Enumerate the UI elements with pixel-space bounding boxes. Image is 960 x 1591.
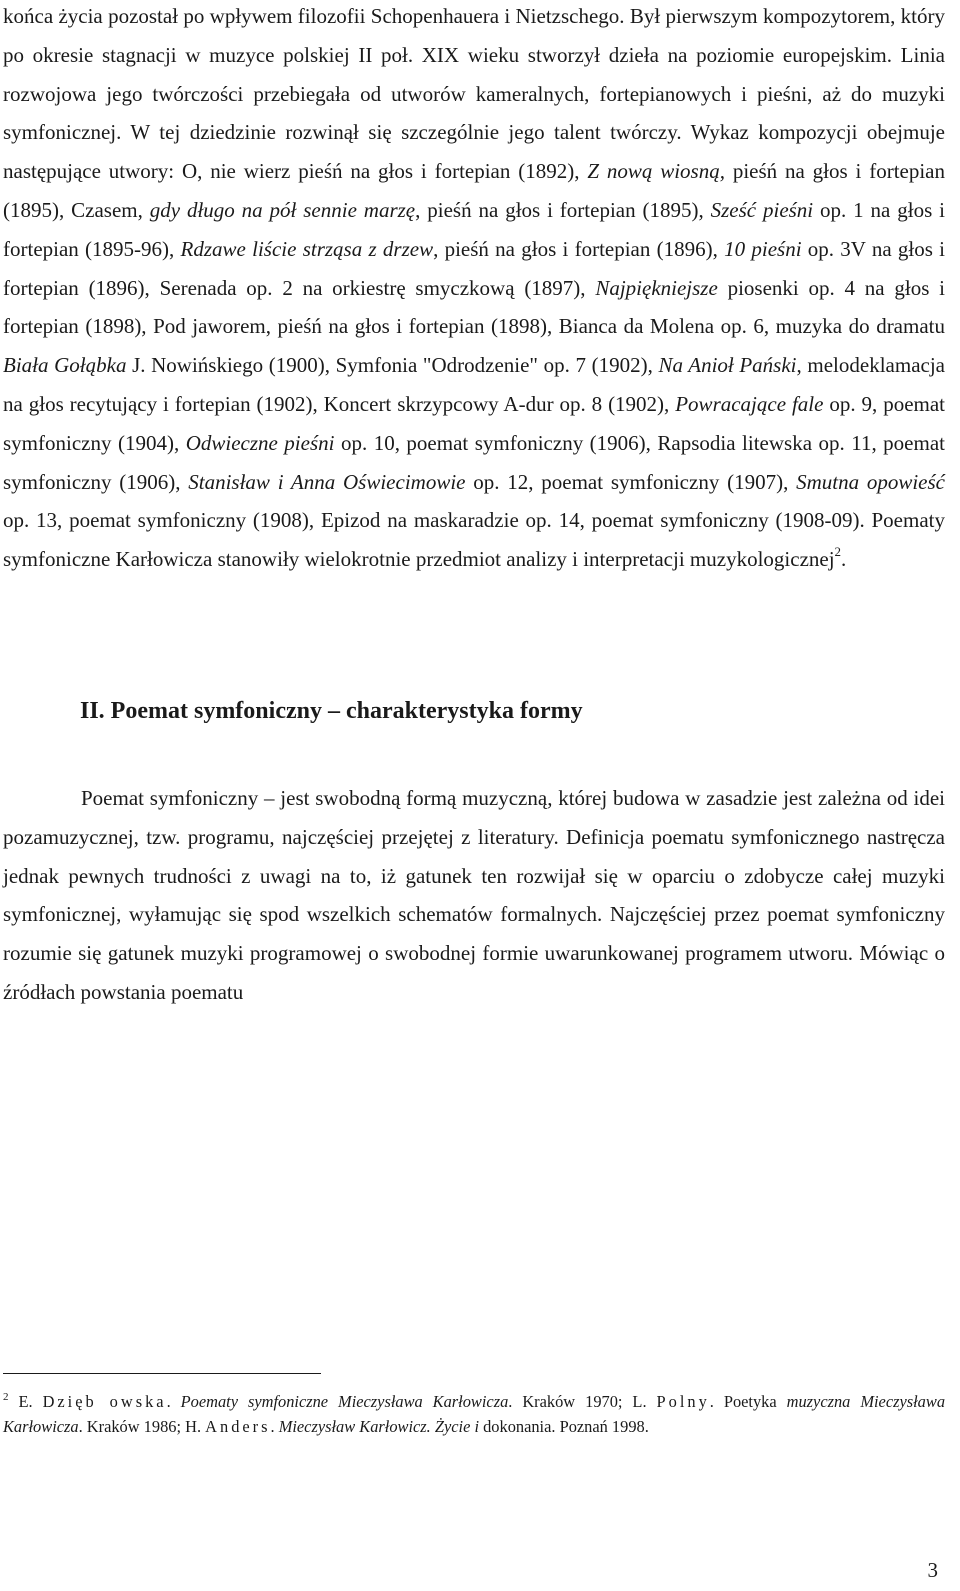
work-title: 10 pieśni <box>724 236 802 261</box>
text-run: pieśń na głos i fortepian (1895), Czasem, <box>3 159 946 222</box>
text-run: op. 10, poemat symfoniczny (1906), Rapsodia litewska op. 11, poemat symfoniczny (1906), <box>3 430 945 494</box>
work-title: Odwieczne pieśni <box>185 430 335 455</box>
work-title: Rdzawe liście strząsa z drzew <box>180 236 434 261</box>
text-run: , melodeklamacja na głos recytujący i fortepian (1902), Koncert skrzypcowy A-dur op. 8 (1902), <box>3 353 945 416</box>
footnote-text: . Kraków 1970; L. <box>508 1392 657 1411</box>
footnote-text: . Kraków 1986; H. <box>78 1417 206 1436</box>
text-run: op. 13, poemat symfoniczny (1908), Epizod na maskaradzie op. 14, poemat symfoniczny (1908-09). Poematy symfoniczne Karłowicza stanowiły wielokrotnie przedmiot analizy i interpretacji muzykologicznej <box>3 508 945 572</box>
book-title: muzyczna Mieczysława Karłowicza <box>3 1392 946 1436</box>
work-title: Najpiękniejsze <box>595 275 718 300</box>
book-title: Poematy symfoniczne Mieczysława Karłowicza <box>180 1392 509 1411</box>
work-title: Sześć pieśni <box>710 197 814 222</box>
section-heading: II. Poemat symfoniczny – charakterystyka formy <box>80 698 583 724</box>
body-paragraph-1 <box>3 0 945 579</box>
author-name: Dzięb owska <box>42 1392 167 1411</box>
text-run: końca życia pozostał po wpływem filozofii Schopenhauera i Nietzschego. Był pierwszym kompozytorem, który po okresie stagnacji w muzyce polskiej II poł. XIX wieku stworzył dzieła na poziomie europejskim. Linia rozwojowa jego twórczości przebiegała od utworów kameralnych, fortepianowych i pieśni, aż do muzyki symfonicznej. W tej dziedzinie rozwinął się szczególnie jego talent twórczy. Wykaz kompozycji obejmuje następujące utwory: O, nie wierz pieśń na głos i fortepian (1892), <box>3 4 945 184</box>
text-run: , pieśń na głos i fortepian (1895), <box>415 197 711 222</box>
text-run: J. Nowińskiego (1900), Symfonia "Odrodzenie" op. 7 (1902), <box>126 353 659 378</box>
footnote-separator <box>3 1373 321 1374</box>
work-title: Stanisław i Anna Oświecimowie <box>188 469 466 494</box>
text-run: . <box>841 547 847 572</box>
work-title: gdy długo na pół sennie marzę <box>149 197 416 222</box>
text-run: , pieśń na głos i fortepian (1896), <box>433 236 725 261</box>
footnote-text: . <box>270 1417 279 1436</box>
footnote-text: dokonania. Poznań 1998. <box>479 1417 649 1436</box>
work-title: Powracające fale <box>675 391 824 416</box>
footnote-text: . Poetyka <box>709 1392 787 1411</box>
text-run: op. 3V na głos i fortepian (1896), Serenada op. 2 na orkiestrę smyczkową (1897), <box>3 236 946 300</box>
footnote-number: 2 <box>3 1390 9 1403</box>
text-run: op. 12, poemat symfoniczny (1907), <box>465 469 797 494</box>
body-paragraph-2: Poemat symfoniczny – jest swobodną formą muzyczną, której budowa w zasadzie jest zależna od idei pozamuzycznej, tzw. programu, najczęściej przejętej z literatury. Definicja poematu symfonicznego nastręcza jednak pewnych trudności z uwagi na to, iż gatunek ten rozwijał się w oparciu o zdobycze całej muzyki symfonicznej, wyłamując się spod wszelkich schematów formalnych. Najczęściej przez poemat symfoniczny rozumie się gatunek muzyki programowej o swobodnej formie uwarunkowanej programem utworu. Mówiąc o źródłach powstania poematu <box>3 786 945 1004</box>
work-title: Na Anioł Pański <box>658 353 797 378</box>
text-run: op. 9, poemat symfoniczny (1904), <box>3 391 946 455</box>
footnote-text: . <box>166 1392 181 1411</box>
work-title: Biała Gołąbka <box>3 353 127 378</box>
footnote-reference[interactable]: 2 <box>834 544 842 560</box>
footnote <box>3 1389 945 1439</box>
work-title: Smutna opowieść <box>796 469 945 494</box>
page-number: 3 <box>927 1558 938 1582</box>
book-title: Mieczysław Karłowicz. Życie i <box>278 1417 480 1436</box>
text-run: op. 1 na głos i fortepian (1895-96), <box>3 197 945 261</box>
work-title: Z nową wiosną, <box>587 159 725 184</box>
footnote-text: E. <box>8 1392 43 1411</box>
author-name: Polny <box>656 1392 710 1411</box>
author-name: Anders <box>205 1417 271 1436</box>
text-run: piosenki op. 4 na głos i fortepian (1898), Pod jaworem, pieśń na głos i fortepian (1898), Bianca da Molena op. 6, muzyka do dramatu <box>3 275 945 339</box>
